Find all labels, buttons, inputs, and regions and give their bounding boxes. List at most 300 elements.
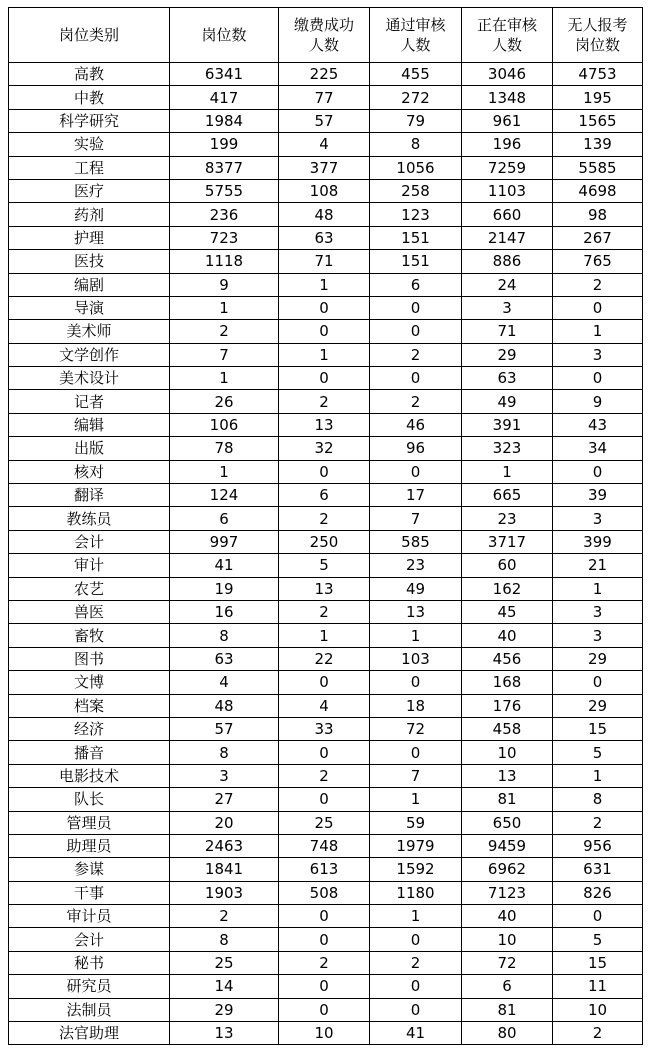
- table-row: [9, 694, 643, 717]
- cell-category: 编辑: [9, 413, 170, 436]
- table-row: [9, 86, 643, 109]
- cell-position-count: 1841: [170, 858, 279, 881]
- cell-position-count: 199: [170, 133, 279, 156]
- cell-category: 教练员: [9, 507, 170, 530]
- cell-category: 记者: [9, 390, 170, 413]
- cell-no-applicant-count: 3: [553, 624, 643, 647]
- cell-approved-count: 103: [370, 647, 462, 670]
- cell-category: 参谋: [9, 858, 170, 881]
- cell-no-applicant-count: 0: [553, 367, 643, 390]
- cell-position-count: 2: [170, 905, 279, 928]
- table-row: [9, 951, 643, 974]
- header-reviewing-count: [462, 8, 553, 63]
- table-row: [9, 905, 643, 928]
- cell-approved-count: 585: [370, 530, 462, 553]
- cell-approved-count: 0: [370, 975, 462, 998]
- cell-position-count: 8377: [170, 156, 279, 179]
- cell-paid-count: 0: [279, 975, 370, 998]
- table-row: [9, 109, 643, 132]
- cell-approved-count: 59: [370, 811, 462, 834]
- cell-no-applicant-count: 3: [553, 507, 643, 530]
- cell-no-applicant-count: 956: [553, 834, 643, 857]
- table-row: [9, 858, 643, 881]
- cell-reviewing-count: 6: [462, 975, 553, 998]
- cell-no-applicant-count: 1: [553, 320, 643, 343]
- cell-approved-count: 13: [370, 600, 462, 623]
- cell-reviewing-count: 10: [462, 928, 553, 951]
- cell-no-applicant-count: 0: [553, 296, 643, 319]
- cell-approved-count: 23: [370, 554, 462, 577]
- table-row: [9, 296, 643, 319]
- cell-no-applicant-count: 0: [553, 905, 643, 928]
- cell-category: 药剂: [9, 203, 170, 226]
- table-row: [9, 320, 643, 343]
- cell-paid-count: 71: [279, 250, 370, 273]
- cell-category: 中教: [9, 86, 170, 109]
- cell-reviewing-count: 7259: [462, 156, 553, 179]
- cell-category: 农艺: [9, 577, 170, 600]
- cell-category: 科学研究: [9, 109, 170, 132]
- cell-paid-count: 250: [279, 530, 370, 553]
- cell-reviewing-count: 29: [462, 343, 553, 366]
- cell-no-applicant-count: 39: [553, 484, 643, 507]
- cell-reviewing-count: 6962: [462, 858, 553, 881]
- cell-position-count: 3: [170, 764, 279, 787]
- cell-position-count: 1984: [170, 109, 279, 132]
- cell-category: 经济: [9, 717, 170, 740]
- cell-approved-count: 41: [370, 1022, 462, 1045]
- cell-no-applicant-count: 765: [553, 250, 643, 273]
- cell-position-count: 1: [170, 296, 279, 319]
- cell-position-count: 106: [170, 413, 279, 436]
- cell-position-count: 57: [170, 717, 279, 740]
- cell-no-applicant-count: 2: [553, 1022, 643, 1045]
- cell-reviewing-count: 60: [462, 554, 553, 577]
- cell-approved-count: 8: [370, 133, 462, 156]
- recruitment-stats-table: [8, 7, 643, 1045]
- cell-approved-count: 0: [370, 998, 462, 1021]
- cell-paid-count: 6: [279, 484, 370, 507]
- cell-paid-count: 48: [279, 203, 370, 226]
- cell-position-count: 6341: [170, 63, 279, 86]
- cell-reviewing-count: 49: [462, 390, 553, 413]
- cell-reviewing-count: 391: [462, 413, 553, 436]
- cell-position-count: 9: [170, 273, 279, 296]
- cell-category: 美术师: [9, 320, 170, 343]
- cell-paid-count: 1: [279, 343, 370, 366]
- cell-paid-count: 32: [279, 437, 370, 460]
- cell-category: 翻译: [9, 484, 170, 507]
- cell-approved-count: 151: [370, 226, 462, 249]
- cell-position-count: 26: [170, 390, 279, 413]
- table-row: [9, 390, 643, 413]
- table-body: [9, 63, 643, 1045]
- cell-paid-count: 0: [279, 320, 370, 343]
- cell-reviewing-count: 23: [462, 507, 553, 530]
- cell-position-count: 1: [170, 460, 279, 483]
- cell-category: 编剧: [9, 273, 170, 296]
- cell-position-count: 20: [170, 811, 279, 834]
- cell-position-count: 7: [170, 343, 279, 366]
- cell-paid-count: 4: [279, 133, 370, 156]
- cell-approved-count: 1180: [370, 881, 462, 904]
- cell-reviewing-count: 81: [462, 788, 553, 811]
- cell-position-count: 25: [170, 951, 279, 974]
- cell-no-applicant-count: 29: [553, 647, 643, 670]
- cell-paid-count: 0: [279, 671, 370, 694]
- cell-no-applicant-count: 631: [553, 858, 643, 881]
- header-position-count: [170, 8, 279, 63]
- cell-no-applicant-count: 43: [553, 413, 643, 436]
- cell-reviewing-count: 72: [462, 951, 553, 974]
- cell-position-count: 4: [170, 671, 279, 694]
- table-row: [9, 998, 643, 1021]
- table-row: [9, 273, 643, 296]
- cell-approved-count: 6: [370, 273, 462, 296]
- cell-paid-count: 77: [279, 86, 370, 109]
- cell-category: 医技: [9, 250, 170, 273]
- cell-category: 秘书: [9, 951, 170, 974]
- cell-paid-count: 1: [279, 273, 370, 296]
- cell-position-count: 1118: [170, 250, 279, 273]
- cell-reviewing-count: 45: [462, 600, 553, 623]
- cell-category: 图书: [9, 647, 170, 670]
- cell-reviewing-count: 63: [462, 367, 553, 390]
- table-row: [9, 133, 643, 156]
- cell-position-count: 8: [170, 741, 279, 764]
- cell-category: 档案: [9, 694, 170, 717]
- cell-reviewing-count: 3717: [462, 530, 553, 553]
- table-row: [9, 577, 643, 600]
- column-header-line: 人数: [308, 36, 339, 54]
- table-row: [9, 203, 643, 226]
- cell-no-applicant-count: 8: [553, 788, 643, 811]
- cell-approved-count: 72: [370, 717, 462, 740]
- table-row: [9, 928, 643, 951]
- column-header-line: 岗位数: [574, 36, 620, 54]
- cell-no-applicant-count: 5585: [553, 156, 643, 179]
- table-row: [9, 671, 643, 694]
- cell-category: 队长: [9, 788, 170, 811]
- cell-no-applicant-count: 5: [553, 928, 643, 951]
- cell-paid-count: 0: [279, 905, 370, 928]
- cell-no-applicant-count: 9: [553, 390, 643, 413]
- table-row: [9, 624, 643, 647]
- cell-no-applicant-count: 98: [553, 203, 643, 226]
- cell-paid-count: 748: [279, 834, 370, 857]
- cell-no-applicant-count: 0: [553, 460, 643, 483]
- column-header-line: 无人报考: [567, 16, 628, 34]
- cell-reviewing-count: 71: [462, 320, 553, 343]
- cell-paid-count: 508: [279, 881, 370, 904]
- table-row: [9, 226, 643, 249]
- cell-no-applicant-count: 29: [553, 694, 643, 717]
- cell-approved-count: 2: [370, 951, 462, 974]
- table-row: [9, 484, 643, 507]
- header-position-category: [9, 8, 170, 63]
- cell-approved-count: 0: [370, 320, 462, 343]
- cell-paid-count: 613: [279, 858, 370, 881]
- cell-no-applicant-count: 826: [553, 881, 643, 904]
- cell-category: 文学创作: [9, 343, 170, 366]
- table-header: [9, 8, 643, 63]
- cell-approved-count: 0: [370, 296, 462, 319]
- cell-approved-count: 1: [370, 624, 462, 647]
- cell-approved-count: 1979: [370, 834, 462, 857]
- cell-approved-count: 2: [370, 343, 462, 366]
- cell-approved-count: 0: [370, 367, 462, 390]
- table-row: [9, 343, 643, 366]
- cell-reviewing-count: 196: [462, 133, 553, 156]
- cell-category: 干事: [9, 881, 170, 904]
- cell-paid-count: 13: [279, 577, 370, 600]
- cell-approved-count: 18: [370, 694, 462, 717]
- cell-approved-count: 2: [370, 390, 462, 413]
- table-row: [9, 179, 643, 202]
- cell-position-count: 13: [170, 1022, 279, 1045]
- column-header-line: 人数: [400, 36, 431, 54]
- cell-approved-count: 46: [370, 413, 462, 436]
- table-row: [9, 811, 643, 834]
- table-row: [9, 437, 643, 460]
- cell-reviewing-count: 1103: [462, 179, 553, 202]
- cell-approved-count: 79: [370, 109, 462, 132]
- cell-no-applicant-count: 0: [553, 671, 643, 694]
- cell-no-applicant-count: 4698: [553, 179, 643, 202]
- cell-paid-count: 0: [279, 460, 370, 483]
- column-header-line: 缴费成功: [293, 16, 354, 34]
- cell-no-applicant-count: 15: [553, 951, 643, 974]
- cell-paid-count: 225: [279, 63, 370, 86]
- cell-reviewing-count: 40: [462, 624, 553, 647]
- cell-approved-count: 0: [370, 741, 462, 764]
- cell-position-count: 2463: [170, 834, 279, 857]
- cell-position-count: 2: [170, 320, 279, 343]
- cell-position-count: 41: [170, 554, 279, 577]
- cell-paid-count: 63: [279, 226, 370, 249]
- cell-category: 工程: [9, 156, 170, 179]
- cell-position-count: 29: [170, 998, 279, 1021]
- cell-approved-count: 0: [370, 460, 462, 483]
- cell-reviewing-count: 40: [462, 905, 553, 928]
- cell-category: 会计: [9, 530, 170, 553]
- cell-category: 助理员: [9, 834, 170, 857]
- cell-category: 护理: [9, 226, 170, 249]
- cell-category: 审计员: [9, 905, 170, 928]
- cell-category: 美术设计: [9, 367, 170, 390]
- cell-category: 医疗: [9, 179, 170, 202]
- cell-category: 研究员: [9, 975, 170, 998]
- cell-category: 电影技术: [9, 764, 170, 787]
- cell-reviewing-count: 961: [462, 109, 553, 132]
- cell-no-applicant-count: 1: [553, 577, 643, 600]
- table-row: [9, 413, 643, 436]
- cell-position-count: 997: [170, 530, 279, 553]
- cell-paid-count: 377: [279, 156, 370, 179]
- cell-reviewing-count: 80: [462, 1022, 553, 1045]
- cell-position-count: 1903: [170, 881, 279, 904]
- cell-paid-count: 2: [279, 507, 370, 530]
- cell-position-count: 48: [170, 694, 279, 717]
- cell-paid-count: 0: [279, 998, 370, 1021]
- table-row: [9, 156, 643, 179]
- table-row: [9, 530, 643, 553]
- table-row: [9, 975, 643, 998]
- cell-paid-count: 0: [279, 788, 370, 811]
- cell-reviewing-count: 9459: [462, 834, 553, 857]
- cell-reviewing-count: 3046: [462, 63, 553, 86]
- cell-no-applicant-count: 3: [553, 600, 643, 623]
- cell-reviewing-count: 660: [462, 203, 553, 226]
- cell-paid-count: 2: [279, 390, 370, 413]
- cell-reviewing-count: 3: [462, 296, 553, 319]
- cell-reviewing-count: 458: [462, 717, 553, 740]
- cell-paid-count: 13: [279, 413, 370, 436]
- cell-approved-count: 123: [370, 203, 462, 226]
- cell-no-applicant-count: 2: [553, 273, 643, 296]
- cell-reviewing-count: 323: [462, 437, 553, 460]
- cell-no-applicant-count: 21: [553, 554, 643, 577]
- column-header-line: 岗位数: [201, 26, 247, 44]
- cell-paid-count: 4: [279, 694, 370, 717]
- cell-reviewing-count: 665: [462, 484, 553, 507]
- cell-approved-count: 1592: [370, 858, 462, 881]
- cell-category: 法制员: [9, 998, 170, 1021]
- header-no-applicant-count: [553, 8, 643, 63]
- cell-approved-count: 7: [370, 764, 462, 787]
- cell-category: 兽医: [9, 600, 170, 623]
- cell-no-applicant-count: 399: [553, 530, 643, 553]
- cell-approved-count: 258: [370, 179, 462, 202]
- cell-paid-count: 57: [279, 109, 370, 132]
- table-row: [9, 788, 643, 811]
- cell-no-applicant-count: 1565: [553, 109, 643, 132]
- cell-no-applicant-count: 15: [553, 717, 643, 740]
- cell-no-applicant-count: 2: [553, 811, 643, 834]
- cell-approved-count: 96: [370, 437, 462, 460]
- cell-no-applicant-count: 10: [553, 998, 643, 1021]
- cell-no-applicant-count: 139: [553, 133, 643, 156]
- cell-reviewing-count: 1: [462, 460, 553, 483]
- cell-reviewing-count: 13: [462, 764, 553, 787]
- cell-position-count: 723: [170, 226, 279, 249]
- cell-approved-count: 49: [370, 577, 462, 600]
- cell-reviewing-count: 24: [462, 273, 553, 296]
- cell-category: 文博: [9, 671, 170, 694]
- cell-paid-count: 0: [279, 928, 370, 951]
- cell-no-applicant-count: 11: [553, 975, 643, 998]
- cell-no-applicant-count: 5: [553, 741, 643, 764]
- cell-position-count: 27: [170, 788, 279, 811]
- cell-position-count: 14: [170, 975, 279, 998]
- cell-approved-count: 272: [370, 86, 462, 109]
- cell-paid-count: 0: [279, 367, 370, 390]
- cell-no-applicant-count: 267: [553, 226, 643, 249]
- cell-no-applicant-count: 4753: [553, 63, 643, 86]
- cell-paid-count: 2: [279, 764, 370, 787]
- cell-position-count: 63: [170, 647, 279, 670]
- cell-approved-count: 1056: [370, 156, 462, 179]
- cell-paid-count: 2: [279, 951, 370, 974]
- cell-paid-count: 33: [279, 717, 370, 740]
- cell-reviewing-count: 81: [462, 998, 553, 1021]
- cell-category: 导演: [9, 296, 170, 319]
- cell-category: 会计: [9, 928, 170, 951]
- cell-paid-count: 0: [279, 296, 370, 319]
- table-row: [9, 600, 643, 623]
- table-row: [9, 764, 643, 787]
- cell-paid-count: 10: [279, 1022, 370, 1045]
- cell-position-count: 78: [170, 437, 279, 460]
- cell-category: 管理员: [9, 811, 170, 834]
- cell-approved-count: 0: [370, 928, 462, 951]
- cell-reviewing-count: 650: [462, 811, 553, 834]
- column-header-line: 正在审核: [476, 16, 537, 34]
- table-row: [9, 250, 643, 273]
- cell-position-count: 1: [170, 367, 279, 390]
- cell-reviewing-count: 162: [462, 577, 553, 600]
- cell-paid-count: 2: [279, 600, 370, 623]
- table-row: [9, 367, 643, 390]
- cell-position-count: 8: [170, 624, 279, 647]
- cell-no-applicant-count: 3: [553, 343, 643, 366]
- header-paid-count: [279, 8, 370, 63]
- cell-paid-count: 1: [279, 624, 370, 647]
- table-row: [9, 554, 643, 577]
- cell-category: 高教: [9, 63, 170, 86]
- cell-paid-count: 22: [279, 647, 370, 670]
- cell-paid-count: 0: [279, 741, 370, 764]
- column-header-line: 岗位类别: [58, 26, 119, 44]
- table-row: [9, 717, 643, 740]
- header-approved-count: [370, 8, 462, 63]
- cell-category: 实验: [9, 133, 170, 156]
- cell-position-count: 16: [170, 600, 279, 623]
- cell-no-applicant-count: 1: [553, 764, 643, 787]
- cell-category: 出版: [9, 437, 170, 460]
- cell-position-count: 417: [170, 86, 279, 109]
- cell-no-applicant-count: 195: [553, 86, 643, 109]
- cell-position-count: 19: [170, 577, 279, 600]
- table-row: [9, 881, 643, 904]
- cell-approved-count: 455: [370, 63, 462, 86]
- cell-approved-count: 17: [370, 484, 462, 507]
- cell-category: 畜牧: [9, 624, 170, 647]
- table-row: [9, 647, 643, 670]
- table-row: [9, 63, 643, 86]
- cell-reviewing-count: 176: [462, 694, 553, 717]
- cell-category: 播音: [9, 741, 170, 764]
- cell-position-count: 124: [170, 484, 279, 507]
- cell-approved-count: 151: [370, 250, 462, 273]
- cell-reviewing-count: 886: [462, 250, 553, 273]
- cell-category: 法官助理: [9, 1022, 170, 1045]
- header-row: [9, 8, 643, 63]
- cell-approved-count: 7: [370, 507, 462, 530]
- cell-category: 核对: [9, 460, 170, 483]
- cell-position-count: 8: [170, 928, 279, 951]
- cell-reviewing-count: 1348: [462, 86, 553, 109]
- cell-reviewing-count: 168: [462, 671, 553, 694]
- cell-approved-count: 1: [370, 905, 462, 928]
- column-header-line: 通过审核: [385, 16, 446, 34]
- table-row: [9, 834, 643, 857]
- cell-reviewing-count: 10: [462, 741, 553, 764]
- cell-category: 审计: [9, 554, 170, 577]
- cell-reviewing-count: 7123: [462, 881, 553, 904]
- cell-reviewing-count: 456: [462, 647, 553, 670]
- cell-position-count: 6: [170, 507, 279, 530]
